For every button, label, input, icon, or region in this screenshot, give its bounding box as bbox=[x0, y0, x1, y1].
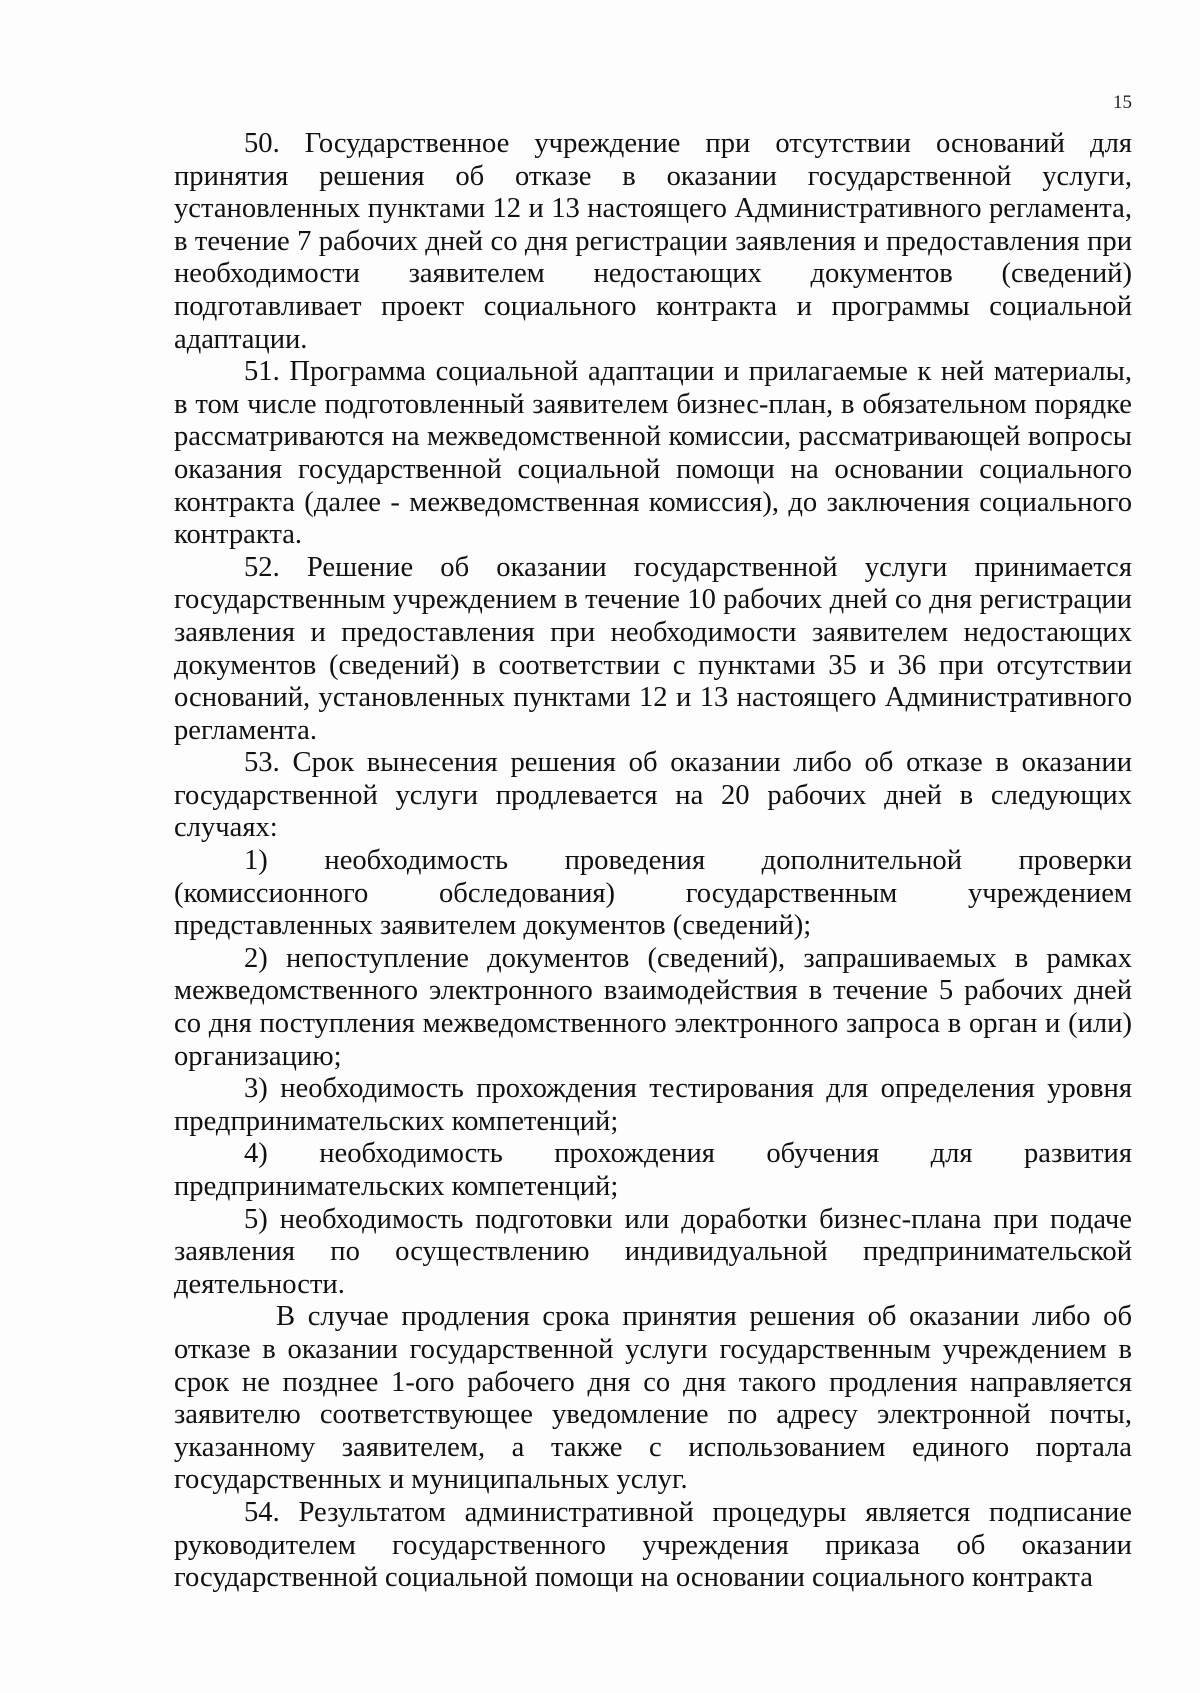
list-item-5: 5) необходимость подготовки или доработки бизнес-плана при подаче заявления по осуществлению индивидуальной предпринимательской деятельности. bbox=[174, 1203, 1132, 1300]
list-item-2: 2) непоступление документов (сведений), запрашиваемых в рамках межведомственного электронного взаимодействия в течение 5 рабочих дней со дня поступления межведомственного электронного запроса в орган и (или) организацию; bbox=[174, 942, 1132, 1072]
page-number: 15 bbox=[1113, 92, 1132, 113]
paragraph-extension-notice: В случае продления срока принятия решения об оказании либо об отказе в оказании государственной услуги государственным учреждением в срок не позднее 1-ого рабочего дня со дня такого продления направляется заявителю соответствующее уведомление по адресу электронной почты, указанному заявителем, а также с использованием единого портала государственных и муниципальных услуг. bbox=[174, 1301, 1132, 1496]
list-item-3: 3) необходимость прохождения тестирования для определения уровня предпринимательских компетенций; bbox=[174, 1073, 1132, 1137]
paragraph-53: 53. Срок вынесения решения об оказании либо об отказе в оказании государственной услуги продлевается на 20 рабочих дней в следующих случаях: bbox=[174, 747, 1132, 844]
paragraph-51: 51. Программа социальной адаптации и прилагаемые к ней материалы, в том числе подготовленный заявителем бизнес-план, в обязательном порядке рассматриваются на межведомственной комиссии, рассматривающей вопросы оказания государственной социальной помощи на основании социального контракта (далее - межведомственная комиссия), до заключения социального контракта. bbox=[174, 356, 1132, 551]
document-body bbox=[174, 128, 1132, 1595]
list-item-1: 1) необходимость проведения дополнительной проверки (комиссионного обследования) государственным учреждением представленных заявителем документов (сведений); bbox=[174, 845, 1132, 942]
list-item-4: 4) необходимость прохождения обучения для развития предпринимательских компетенций; bbox=[174, 1138, 1132, 1202]
paragraph-54: 54. Результатом административной процедуры является подписание руководителем государственного учреждения приказа об оказании государственной социальной помощи на основании социального контракта bbox=[174, 1496, 1132, 1594]
paragraph-52: 52. Решение об оказании государственной услуги принимается государственным учреждением в течение 10 рабочих дней со дня регистрации заявления и предоставления при необходимости заявителем недостающих документов (сведений) в соответствии с пунктами 35 и 36 при отсутствии оснований, установленных пунктами 12 и 13 настоящего Административного регламента. bbox=[174, 551, 1132, 746]
paragraph-50: 50. Государственное учреждение при отсутствии оснований для принятия решения об отказе в оказании государственной услуги, установленных пунктами 12 и 13 настоящего Административного регламента, в течение 7 рабочих дней со дня регистрации заявления и предоставления при необходимости заявителем недостающих документов (сведений) подготавливает проект социального контракта и программы социальной адаптации. bbox=[174, 128, 1132, 355]
